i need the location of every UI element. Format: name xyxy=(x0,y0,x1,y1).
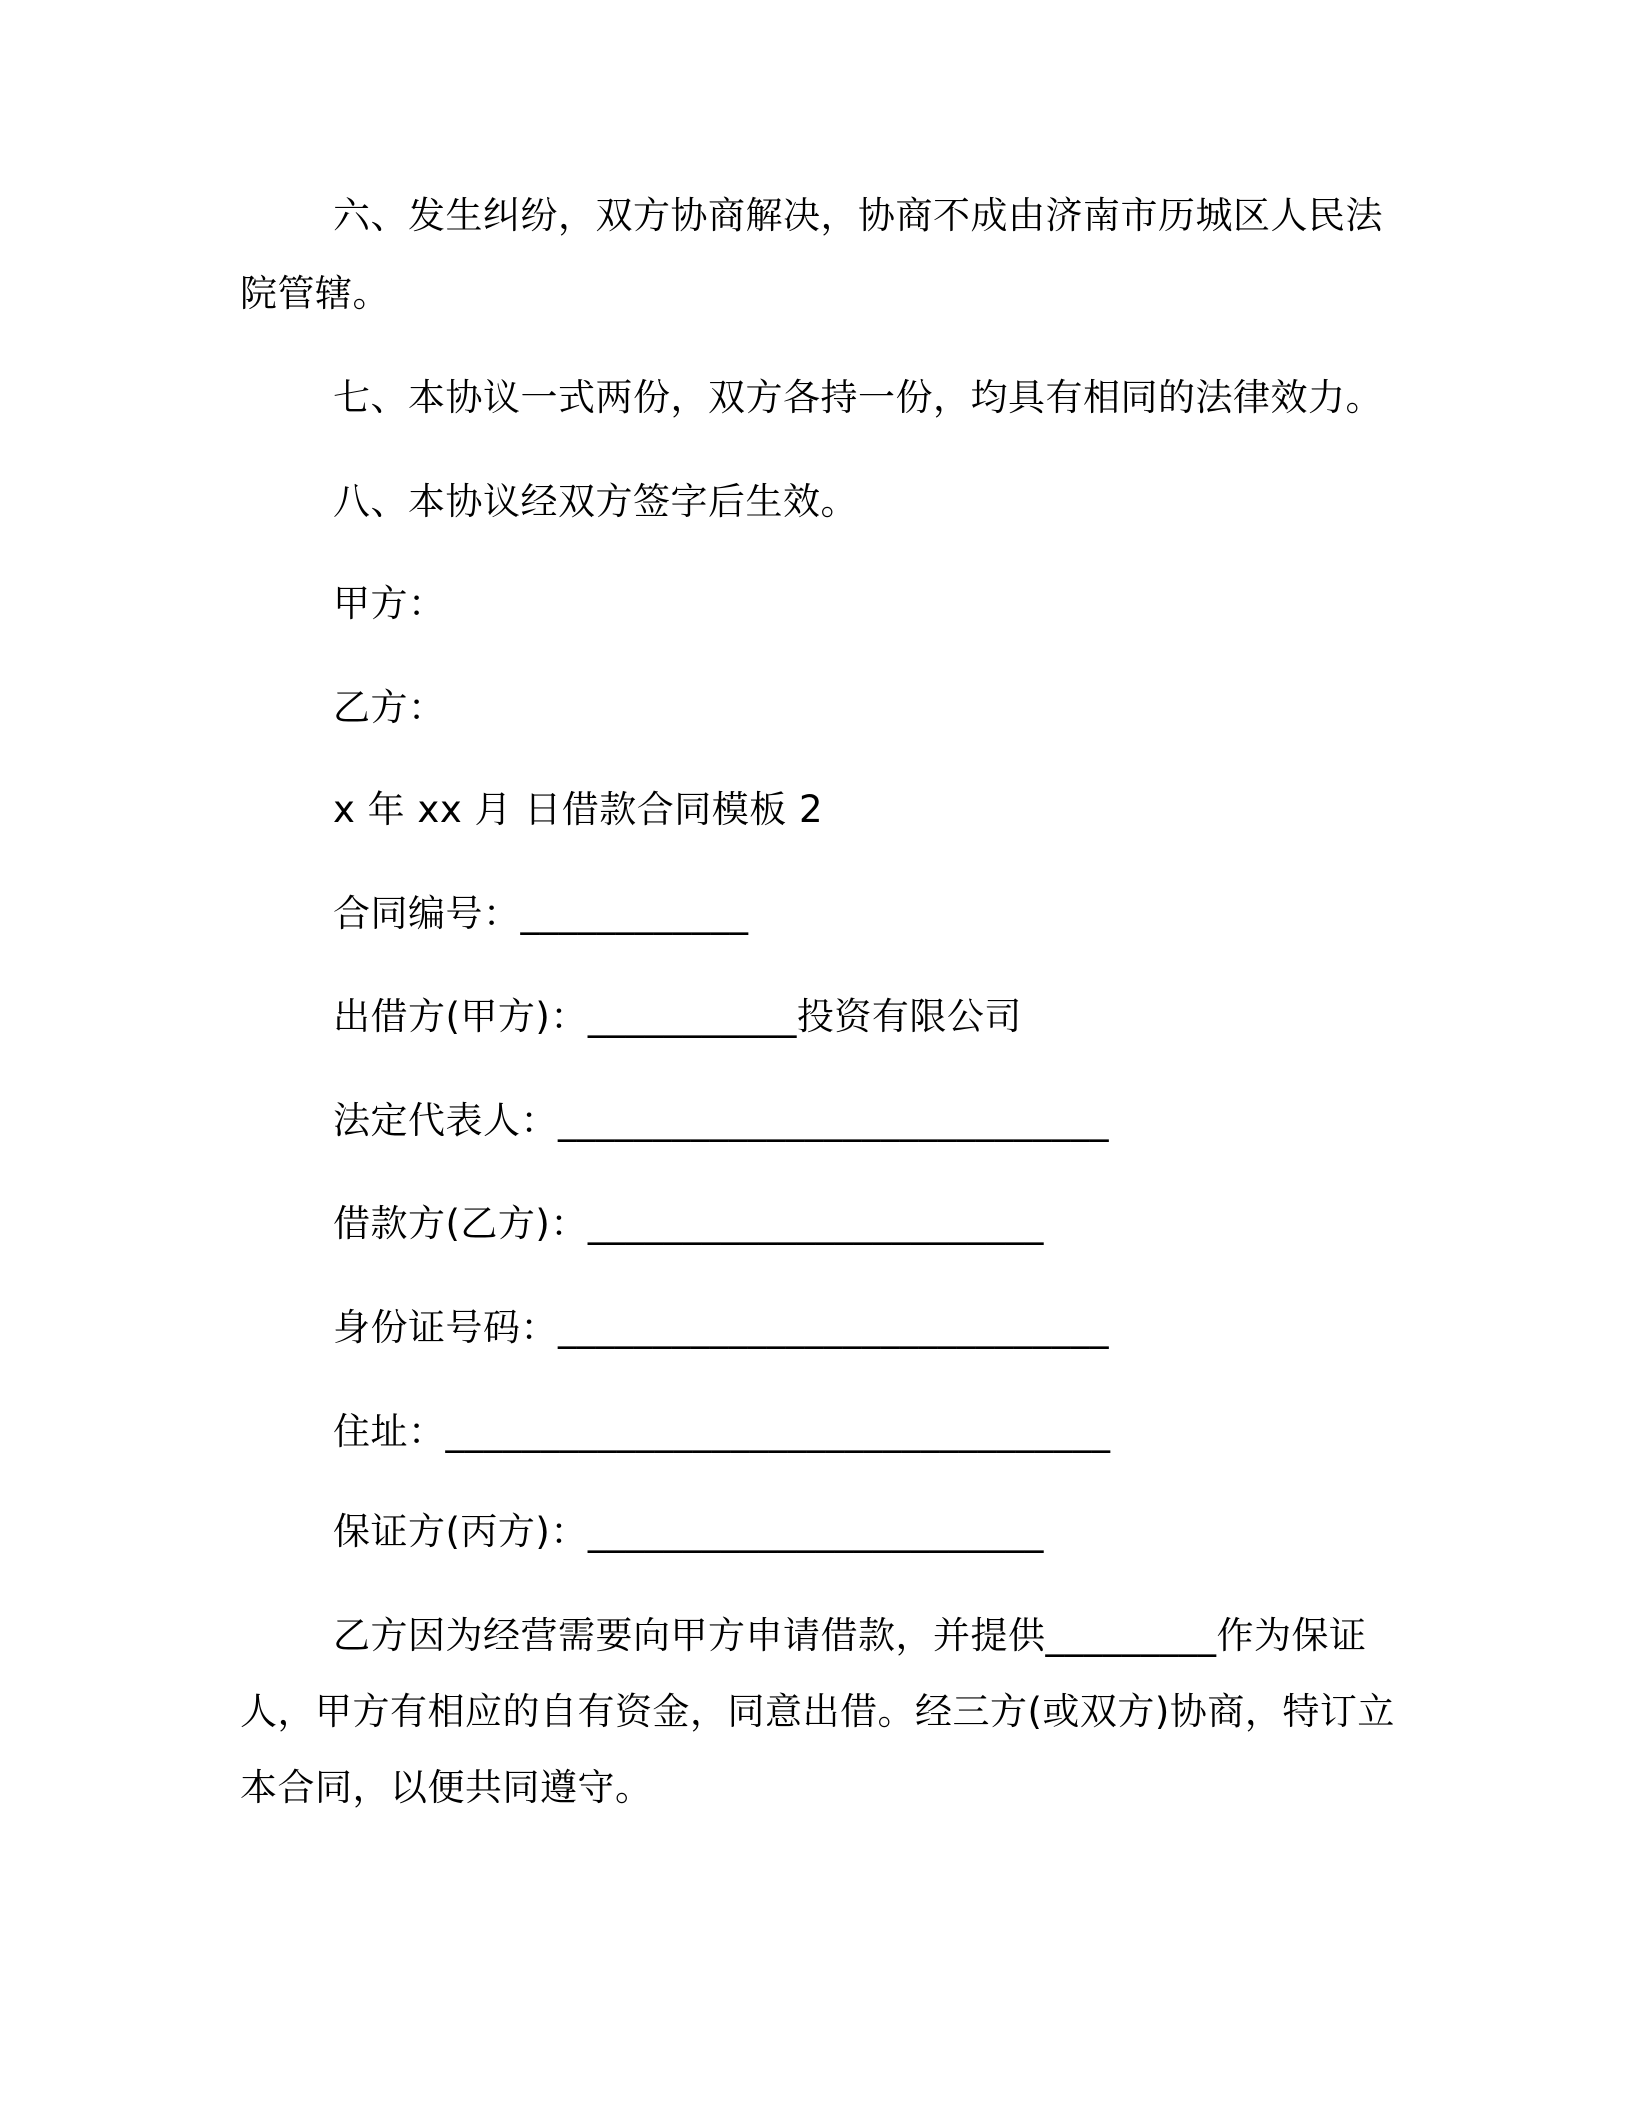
clause-6-line-2: 院管辖。 xyxy=(240,272,390,315)
contract-number-field: 合同编号：____________ xyxy=(333,892,749,935)
body-paragraph-line-1: 乙方因为经营需要向甲方申请借款，并提供_________作为保证 xyxy=(333,1614,1367,1657)
clause-8: 八、本协议经双方签字后生效。 xyxy=(333,480,858,523)
party-b-signature: 乙方： xyxy=(333,686,446,729)
lender-field: 出借方(甲方)：___________投资有限公司 xyxy=(333,995,1022,1038)
borrower-field: 借款方(乙方)：________________________ xyxy=(333,1202,1044,1245)
template-title: x 年 xx 月 日借款合同模板 2 xyxy=(333,788,824,831)
legal-representative-field: 法定代表人：_____________________________ xyxy=(333,1099,1109,1142)
party-a-signature: 甲方： xyxy=(333,582,446,625)
body-paragraph-line-2: 人，甲方有相应的自有资金，同意出借。经三方(或双方)协商，特订立 xyxy=(240,1690,1395,1733)
body-paragraph-line-3: 本合同，以便共同遵守。 xyxy=(240,1766,653,1809)
clause-7: 七、本协议一式两份，双方各持一份，均具有相同的法律效力。 xyxy=(333,376,1383,419)
clause-6-line-1: 六、发生纠纷，双方协商解决，协商不成由济南市历城区人民法 xyxy=(333,194,1383,237)
guarantor-field: 保证方(丙方)：________________________ xyxy=(333,1510,1044,1553)
id-number-field: 身份证号码：_____________________________ xyxy=(333,1306,1109,1349)
address-field: 住址：___________________________________ xyxy=(333,1410,1111,1453)
